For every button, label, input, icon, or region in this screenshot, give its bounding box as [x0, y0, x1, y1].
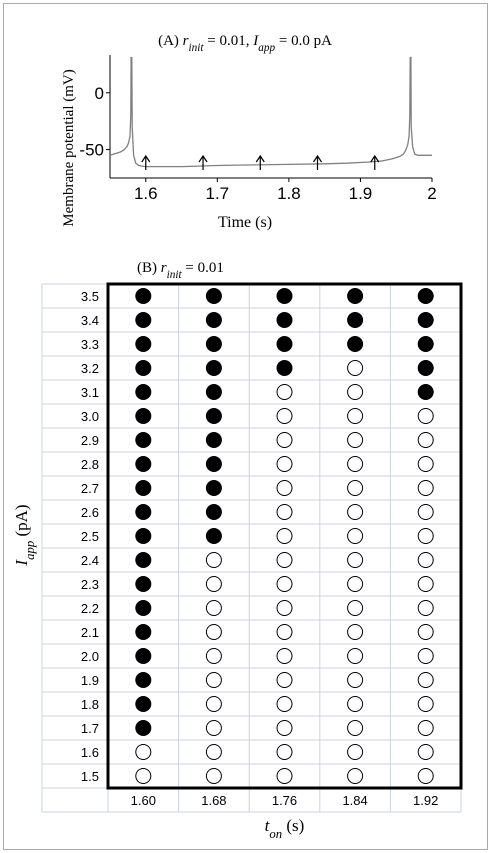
- panel-a-y-label: Membrane potential (mV): [61, 69, 77, 227]
- panel-b-filled-dot: [418, 361, 433, 376]
- panel-b-x-tick-label: 1.60: [130, 793, 156, 808]
- panel-b-filled-dot: [418, 313, 433, 328]
- panel-b-open-dot: [348, 457, 363, 472]
- panel-b-open-dot: [277, 577, 292, 592]
- panel-b-open-dot: [348, 673, 363, 688]
- panel-a-x-tick-label: 1.7: [205, 184, 230, 203]
- panel-b-y-tick-label: 2.1: [80, 625, 99, 640]
- panel-b-filled-dot: [136, 601, 151, 616]
- panel-a-arrow-marker: [142, 156, 150, 170]
- panel-a-trace-line: [110, 58, 432, 167]
- panel-b-filled-dot: [136, 385, 151, 400]
- panel-b-filled-dot: [206, 529, 221, 544]
- panel-b-open-dot: [206, 745, 221, 760]
- panel-b-y-tick-label: 2.8: [80, 457, 99, 472]
- panel-b-filled-dot: [136, 409, 151, 424]
- panel-b-open-dot: [348, 745, 363, 760]
- panel-b-y-tick-label: 2.6: [80, 505, 99, 520]
- panel-b-open-dot: [277, 673, 292, 688]
- panel-b-open-dot: [277, 625, 292, 640]
- panel-b-filled-dot: [277, 289, 292, 304]
- panel-b-open-dot: [277, 553, 292, 568]
- panel-b-open-dot: [277, 649, 292, 664]
- panel-b-filled-dot: [136, 697, 151, 712]
- panel-b-open-dot: [418, 433, 433, 448]
- panel-b-open-dot: [348, 505, 363, 520]
- panel-b-filled-dot: [136, 553, 151, 568]
- panel-b-open-dot: [206, 625, 221, 640]
- panel-b-filled-dot: [348, 289, 363, 304]
- panel-b-x-tick-label: 1.84: [342, 793, 368, 808]
- panel-b-filled-dot: [277, 361, 292, 376]
- panel-b-filled-dot: [206, 313, 221, 328]
- panel-b-open-dot: [418, 409, 433, 424]
- panel-b-open-dot: [418, 529, 433, 544]
- panel-b-open-dot: [277, 481, 292, 496]
- panel-b-title: (B) $r_{init} = 0.01$: [137, 260, 224, 281]
- panel-b-open-dot: [418, 601, 433, 616]
- panel-b-open-dot: [348, 649, 363, 664]
- panel-b-filled-dot: [136, 481, 151, 496]
- panel-b-filled-dot: [418, 385, 433, 400]
- panel-b-y-tick-label: 3.5: [80, 289, 99, 304]
- panel-b-filled-dot: [136, 721, 151, 736]
- panel-b-filled-dot: [206, 433, 221, 448]
- panel-b-filled-dot: [206, 337, 221, 352]
- panel-b-open-dot: [348, 481, 363, 496]
- panel-b-open-dot: [277, 601, 292, 616]
- panel-b-y-tick-label: 2.2: [80, 601, 99, 616]
- panel-b-open-dot: [277, 697, 292, 712]
- panel-b-open-dot: [348, 769, 363, 784]
- panel-b-filled-dot: [136, 529, 151, 544]
- panel-b-open-dot: [348, 721, 363, 736]
- panel-b-filled-dot: [206, 361, 221, 376]
- panel-b-open-dot: [277, 385, 292, 400]
- panel-b-filled-dot: [418, 289, 433, 304]
- panel-a-x-label: Time (s): [217, 214, 273, 231]
- panel-b-filled-dot: [136, 457, 151, 472]
- panel-a-x-tick-label: 1.6: [133, 184, 158, 203]
- panel-b-open-dot: [277, 505, 292, 520]
- panel-b-y-tick-label: 3.2: [80, 361, 99, 376]
- panel-b-open-dot: [136, 769, 151, 784]
- panel-b-open-dot: [206, 601, 221, 616]
- panel-b-open-dot: [206, 649, 221, 664]
- panel-b-filled-dot: [206, 481, 221, 496]
- panel-b-open-dot: [277, 745, 292, 760]
- panel-b-x-tick-label: 1.92: [413, 793, 439, 808]
- panel-b-open-dot: [348, 601, 363, 616]
- panel-b-y-label: $I_{app}$ (pA): [12, 504, 37, 566]
- panel-b-y-tick-label: 3.0: [80, 409, 99, 424]
- panel-b-open-dot: [348, 385, 363, 400]
- panel-b-open-dot: [418, 457, 433, 472]
- panel-b-y-tick-label: 1.5: [80, 769, 99, 784]
- panel-b-open-dot: [418, 769, 433, 784]
- panel-b-open-dot: [277, 769, 292, 784]
- panel-b-open-dot: [418, 745, 433, 760]
- panel-b-y-tick-label: 1.7: [80, 721, 99, 736]
- panel-b-open-dot: [418, 481, 433, 496]
- panel-b-filled-dot: [136, 649, 151, 664]
- panel-b-open-dot: [418, 505, 433, 520]
- panel-a-x-tick-label: 2: [427, 184, 437, 203]
- panel-b-open-dot: [206, 697, 221, 712]
- panel-b-filled-dot: [206, 505, 221, 520]
- panel-b-filled-dot: [206, 385, 221, 400]
- panel-b-y-tick-label: 2.7: [80, 481, 99, 496]
- panel-b-open-dot: [277, 409, 292, 424]
- panel-b-open-dot: [277, 721, 292, 736]
- panel-b-open-dot: [206, 769, 221, 784]
- panel-b-filled-dot: [136, 673, 151, 688]
- panel-b-open-dot: [277, 433, 292, 448]
- panel-b-y-tick-label: 2.9: [80, 433, 99, 448]
- panel-a-arrow-marker: [199, 156, 207, 170]
- panel-b-open-dot: [418, 697, 433, 712]
- panel-b-open-dot: [348, 529, 363, 544]
- panel-b-open-dot: [277, 457, 292, 472]
- panel-b-x-label: $t_{on}$ (s): [264, 816, 305, 841]
- panel-b-filled-dot: [348, 337, 363, 352]
- panel-b-open-dot: [206, 721, 221, 736]
- panel-b-open-dot: [348, 577, 363, 592]
- panel-b-open-dot: [206, 673, 221, 688]
- panel-a-x-tick-label: 1.9: [348, 184, 373, 203]
- panel-a-arrow-marker: [371, 156, 379, 170]
- panel-b-open-dot: [348, 625, 363, 640]
- panel-b-open-dot: [418, 649, 433, 664]
- panel-b-open-dot: [206, 577, 221, 592]
- panel-b-y-tick-label: 2.4: [80, 553, 99, 568]
- panel-b-open-dot: [348, 553, 363, 568]
- panel-b-open-dot: [348, 409, 363, 424]
- panel-b-filled-dot: [277, 313, 292, 328]
- panel-b-filled-dot: [136, 313, 151, 328]
- panel-a-y-tick-label: 0: [94, 83, 104, 103]
- panel-b-y-tick-label: 3.1: [80, 385, 99, 400]
- panel-b-x-tick-label: 1.68: [201, 793, 227, 808]
- panel-b-y-tick-label: 2.0: [80, 649, 99, 664]
- panel-b-open-dot: [418, 553, 433, 568]
- panel-b-open-dot: [418, 673, 433, 688]
- panel-a-title: (A) $r_{init} = 0.01$, $I_{app} = 0.0$ pA: [158, 33, 332, 54]
- panel-a-y-tick-label: -50: [79, 140, 104, 160]
- panel-b-y-tick-label: 3.3: [80, 337, 99, 352]
- panel-b-filled-dot: [348, 313, 363, 328]
- panel-b-open-dot: [418, 721, 433, 736]
- panel-a-x-tick-label: 1.8: [277, 184, 301, 203]
- panel-b-y-tick-label: 2.5: [80, 529, 99, 544]
- panel-b-open-dot: [277, 529, 292, 544]
- panel-b-filled-dot: [206, 457, 221, 472]
- panel-b-filled-dot: [136, 361, 151, 376]
- panel-b-filled-dot: [136, 337, 151, 352]
- panel-b-filled-dot: [206, 289, 221, 304]
- panel-b-filled-dot: [136, 433, 151, 448]
- panel-b-filled-dot: [206, 409, 221, 424]
- panel-a-arrow-marker: [256, 156, 264, 170]
- panel-b-y-tick-label: 3.4: [80, 313, 99, 328]
- panel-b-y-tick-label: 1.6: [80, 745, 99, 760]
- panel-b-open-dot: [418, 625, 433, 640]
- panel-b-open-dot: [348, 433, 363, 448]
- panel-b-y-tick-label: 1.8: [80, 697, 99, 712]
- panel-b-open-dot: [348, 697, 363, 712]
- panel-a-arrow-marker: [314, 156, 322, 170]
- panel-b-y-tick-label: 1.9: [80, 673, 99, 688]
- panel-b-y-tick-label: 2.3: [80, 577, 99, 592]
- panel-b-filled-dot: [136, 289, 151, 304]
- panel-b-filled-dot: [136, 577, 151, 592]
- panel-b-filled-dot: [418, 337, 433, 352]
- panel-b-filled-dot: [277, 337, 292, 352]
- panel-b-open-dot: [206, 553, 221, 568]
- panel-b-x-tick-label: 1.76: [271, 793, 298, 808]
- panel-b-open-dot: [348, 361, 363, 376]
- panel-b-filled-dot: [136, 505, 151, 520]
- panel-b-open-dot: [136, 745, 151, 760]
- panel-b-filled-dot: [136, 625, 151, 640]
- panel-b-open-dot: [418, 577, 433, 592]
